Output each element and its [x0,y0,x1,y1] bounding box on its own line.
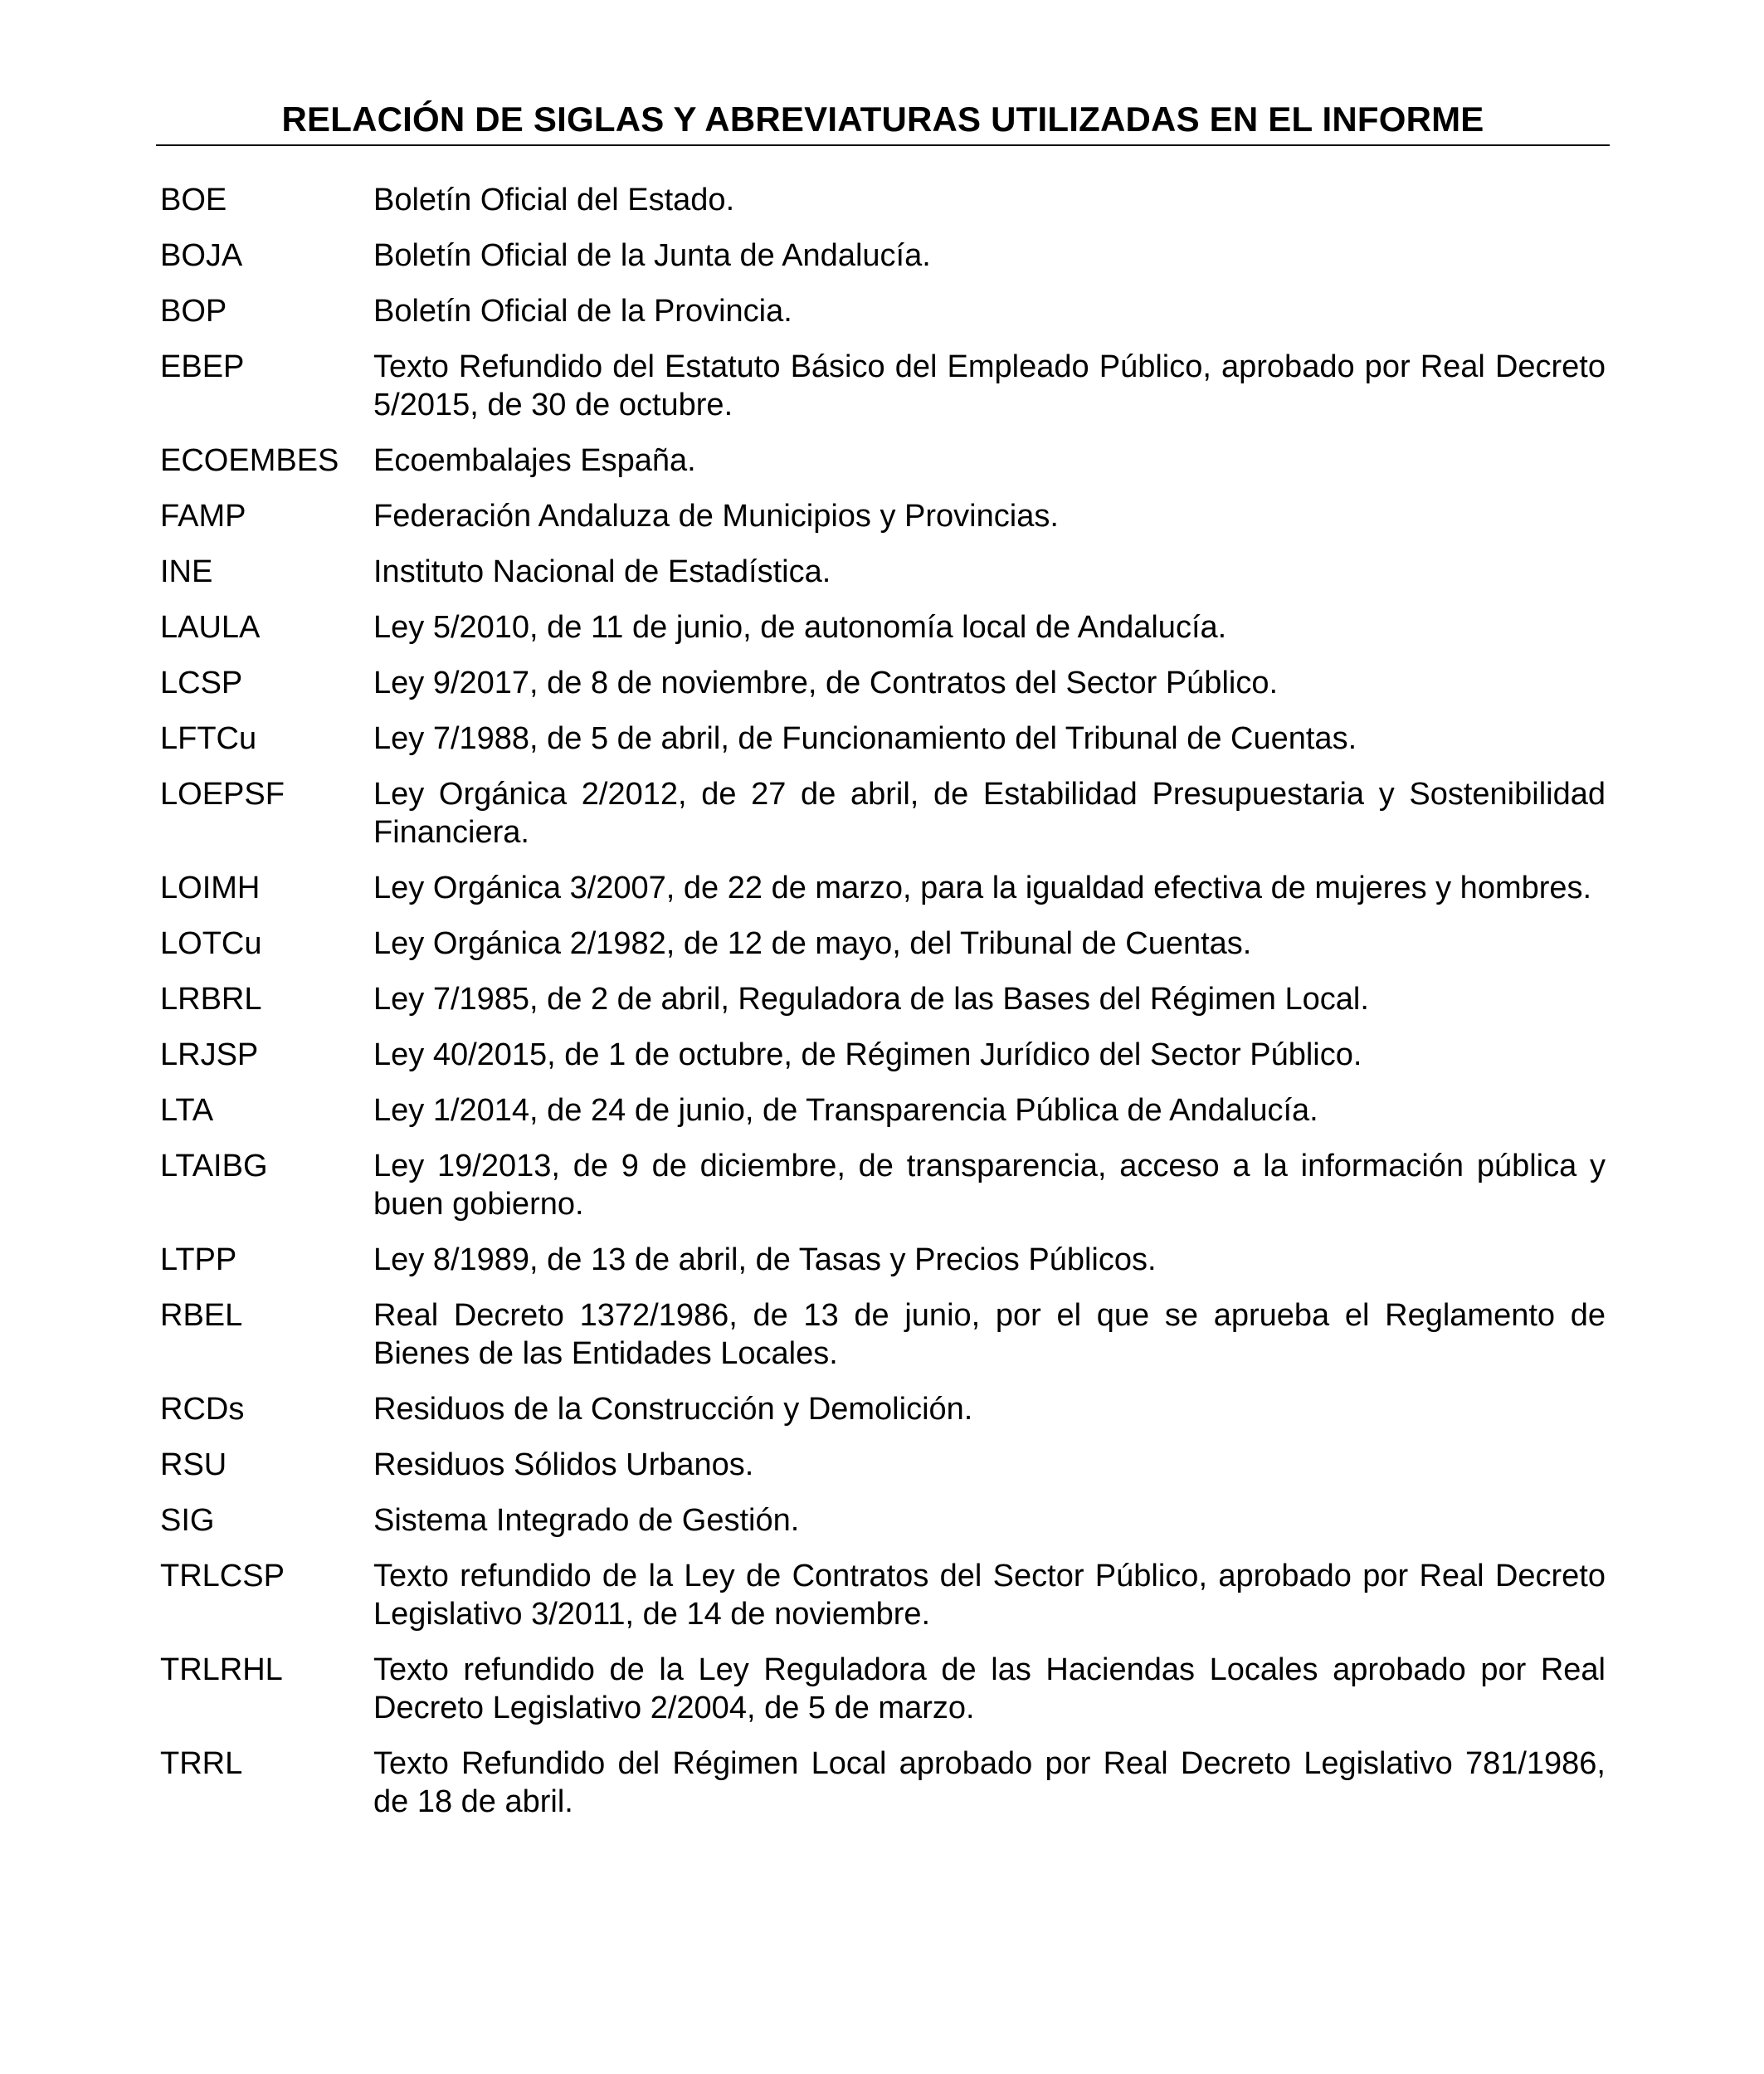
title-underline [156,144,1610,146]
entry-abbreviation: EBEP [160,349,245,384]
page-title: RELACIÓN DE SIGLAS Y ABREVIATURAS UTILIZADAS EN EL INFORME [281,100,1484,139]
entry-definition: Real Decreto 1372/1986, de 13 de junio, por el que se aprueba el Reglamento de Bienes de las Entidades Locales. [373,1298,1606,1371]
glossary-entry [160,181,1606,219]
entry-abbreviation: FAMP [160,499,246,534]
entry-abbreviation: BOE [160,183,227,217]
entry-definition: Boletín Oficial del Estado. [373,183,735,217]
entry-abbreviation: BOP [160,294,227,329]
entry-abbreviation: RSU [160,1447,227,1482]
entry-definition: Boletín Oficial de la Junta de Andalucía. [373,238,931,273]
entry-definition: Residuos Sólidos Urbanos. [373,1447,754,1482]
entry-definition: Ley 8/1989, de 13 de abril, de Tasas y Precios Públicos. [373,1242,1157,1277]
entry-definition: Ley 1/2014, de 24 de junio, de Transparencia Pública de Andalucía. [373,1093,1318,1128]
glossary-entry [160,1557,1606,1633]
entry-definition: Residuos de la Construcción y Demolición. [373,1392,973,1427]
glossary-entry [160,664,1606,702]
entry-abbreviation: SIG [160,1503,215,1538]
entry-definition: Ley Orgánica 3/2007, de 22 de marzo, para la igualdad efectiva de mujeres y hombres. [373,871,1592,905]
glossary-entry [160,1390,1606,1428]
entry-definition: Ley 19/2013, de 9 de diciembre, de transparencia, acceso a la información pública y buen gobierno. [373,1149,1606,1222]
entry-definition: Instituto Nacional de Estadística. [373,554,831,589]
glossary-entry [160,925,1606,963]
glossary-entry [160,1091,1606,1130]
glossary-entry [160,497,1606,535]
abbreviations-list [160,181,1606,1838]
glossary-entry [160,1446,1606,1484]
glossary-entry [160,720,1606,758]
entry-abbreviation: LTA [160,1093,214,1128]
glossary-entry [160,1501,1606,1540]
glossary-entry [160,442,1606,480]
entry-definition: Ley Orgánica 2/1982, de 12 de mayo, del Tribunal de Cuentas. [373,926,1252,961]
entry-definition: Ley 9/2017, de 8 de noviembre, de Contratos del Sector Público. [373,666,1279,700]
entry-abbreviation: TRRL [160,1746,243,1781]
glossary-entry [160,292,1606,330]
entry-definition: Ley 7/1985, de 2 de abril, Reguladora de las Bases del Régimen Local. [373,982,1369,1017]
glossary-entry [160,980,1606,1018]
glossary-entry [160,348,1606,424]
entry-abbreviation: BOJA [160,238,243,273]
entry-definition: Texto Refundido del Estatuto Básico del Empleado Público, aprobado por Real Decreto 5/2015, de 30 de octubre. [373,349,1606,422]
glossary-entry [160,1036,1606,1074]
entry-definition: Texto refundido de la Ley de Contratos del Sector Público, aprobado por Real Decreto Legislativo 3/2011, de 14 de noviembre. [373,1559,1606,1632]
entry-definition: Federación Andaluza de Municipios y Provincias. [373,499,1059,534]
entry-definition: Boletín Oficial de la Provincia. [373,294,792,329]
glossary-entry [160,1147,1606,1223]
glossary-entry [160,1241,1606,1279]
glossary-entry [160,608,1606,647]
entry-abbreviation: LCSP [160,666,243,700]
entry-abbreviation: RBEL [160,1298,243,1333]
entry-definition: Texto Refundido del Régimen Local aprobado por Real Decreto Legislativo 781/1986, de 18 de abril. [373,1746,1606,1819]
glossary-entry [160,1745,1606,1821]
entry-abbreviation: LOIMH [160,871,261,905]
entry-abbreviation: LRJSP [160,1037,259,1072]
glossary-entry [160,237,1606,275]
entry-abbreviation: RCDs [160,1392,245,1427]
entry-definition: Ley 5/2010, de 11 de junio, de autonomía local de Andalucía. [373,610,1227,645]
entry-abbreviation: TRLRHL [160,1652,283,1687]
entry-abbreviation: LTPP [160,1242,237,1277]
entry-abbreviation: LRBRL [160,982,262,1017]
glossary-entry [160,1296,1606,1373]
entry-definition: Sistema Integrado de Gestión. [373,1503,800,1538]
entry-definition: Ley 7/1988, de 5 de abril, de Funcionamiento del Tribunal de Cuentas. [373,721,1357,756]
entry-definition: Texto refundido de la Ley Reguladora de las Haciendas Locales aprobado por Real Decreto Legislativo 2/2004, de 5 de marzo. [373,1652,1606,1725]
glossary-entry [160,553,1606,591]
entry-abbreviation: LOEPSF [160,777,285,812]
entry-abbreviation: LOTCu [160,926,262,961]
entry-abbreviation: TRLCSP [160,1559,285,1593]
entry-abbreviation: LTAIBG [160,1149,268,1183]
glossary-entry [160,775,1606,852]
entry-abbreviation: LFTCu [160,721,257,756]
entry-definition: Ley Orgánica 2/2012, de 27 de abril, de Estabilidad Presupuestaria y Sostenibilidad Financiera. [373,777,1606,850]
entry-abbreviation: LAULA [160,610,261,645]
entry-definition: Ecoembalajes España. [373,443,696,478]
entry-abbreviation: ECOEMBES [160,443,339,478]
glossary-entry [160,869,1606,907]
glossary-entry [160,1651,1606,1727]
entry-definition: Ley 40/2015, de 1 de octubre, de Régimen Jurídico del Sector Público. [373,1037,1362,1072]
entry-abbreviation: INE [160,554,213,589]
